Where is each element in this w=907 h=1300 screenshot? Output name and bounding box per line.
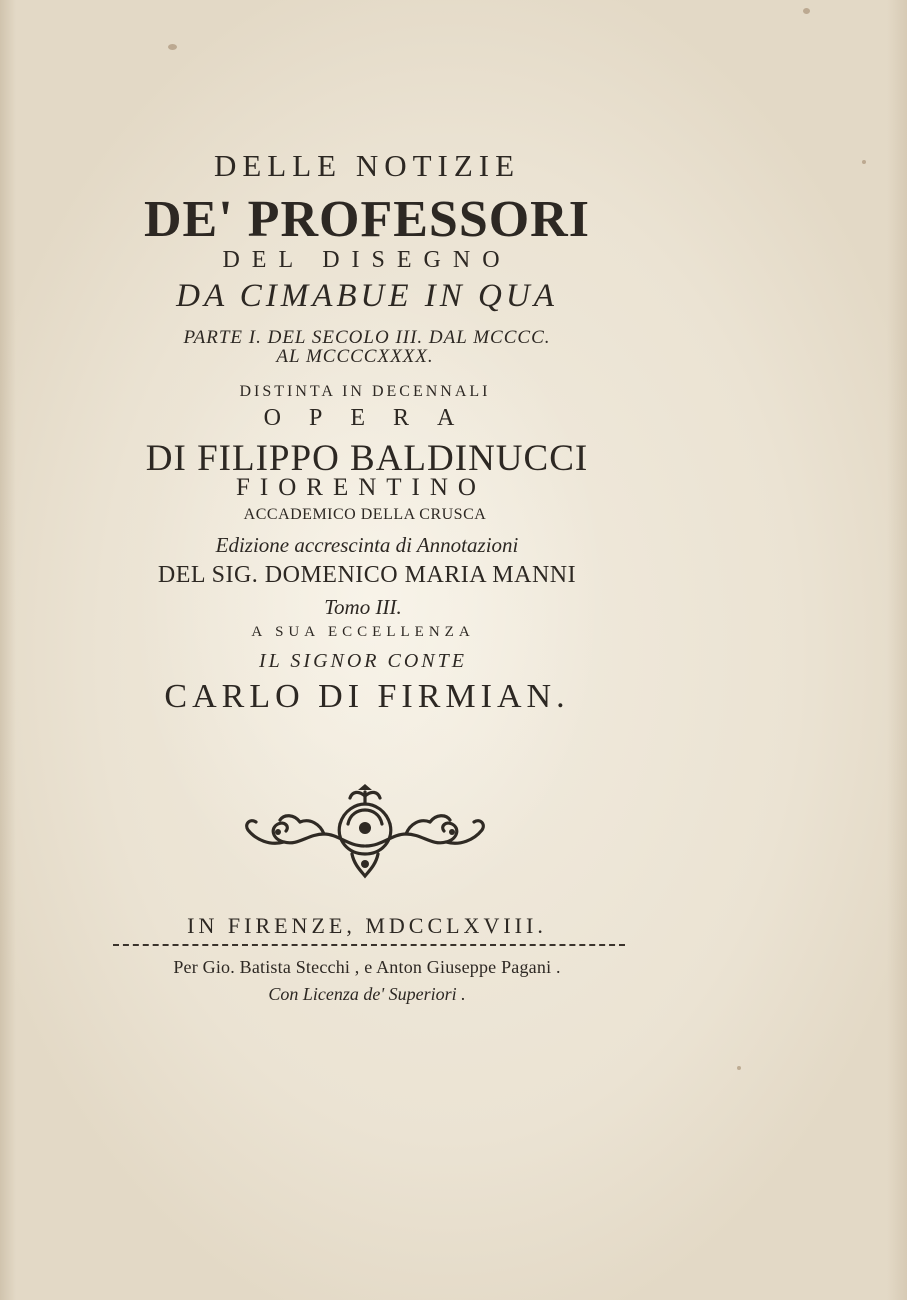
title-line-1: DELLE NOTIZIE [213, 148, 521, 183]
editor-line: DEL SIG. DOMENICO MARIA MANNI [157, 562, 577, 588]
distinta-line: DISTINTA IN DECENNALI [239, 383, 491, 400]
accademico-line: ACCADEMICO DELLA CRUSCA [243, 506, 487, 523]
dedicatee-line: CARLO DI FIRMIAN. [164, 678, 570, 715]
edizione-line: Edizione accrescinta di Annotazioni [215, 533, 519, 557]
dedication-line-2: IL SIGNOR CONTE [259, 650, 467, 672]
author-line: DI FILIPPO BALDINUCCI [145, 438, 589, 479]
imprint-place-date: IN FIRENZE, MDCCLXVIII. [187, 913, 547, 938]
imprint-rule [113, 944, 625, 946]
part-line-2: AL MCCCCXXXX. [276, 346, 434, 367]
part-line-1: PARTE I. DEL SECOLO III. DAL MCCCC. [183, 327, 551, 348]
imprint-printers: Per Gio. Batista Stecchi , e Anton Giuseppe Pagani . [173, 957, 561, 977]
dedication-line-1: A SUA ECCELLENZA [251, 624, 475, 640]
volume-line: Tomo III. [324, 595, 402, 619]
fiorentino-line: FIORENTINO [236, 474, 486, 501]
title-line-2: DE' PROFESSORI [144, 191, 590, 248]
title-line-4: DA CIMABUE IN QUA [176, 278, 558, 314]
title-line-3: DEL DISEGNO [222, 247, 512, 273]
printer-fleuron-icon [240, 784, 490, 884]
imprint-license: Con Licenza de' Superiori . [268, 984, 466, 1004]
opera-line: OPERA [263, 405, 483, 431]
